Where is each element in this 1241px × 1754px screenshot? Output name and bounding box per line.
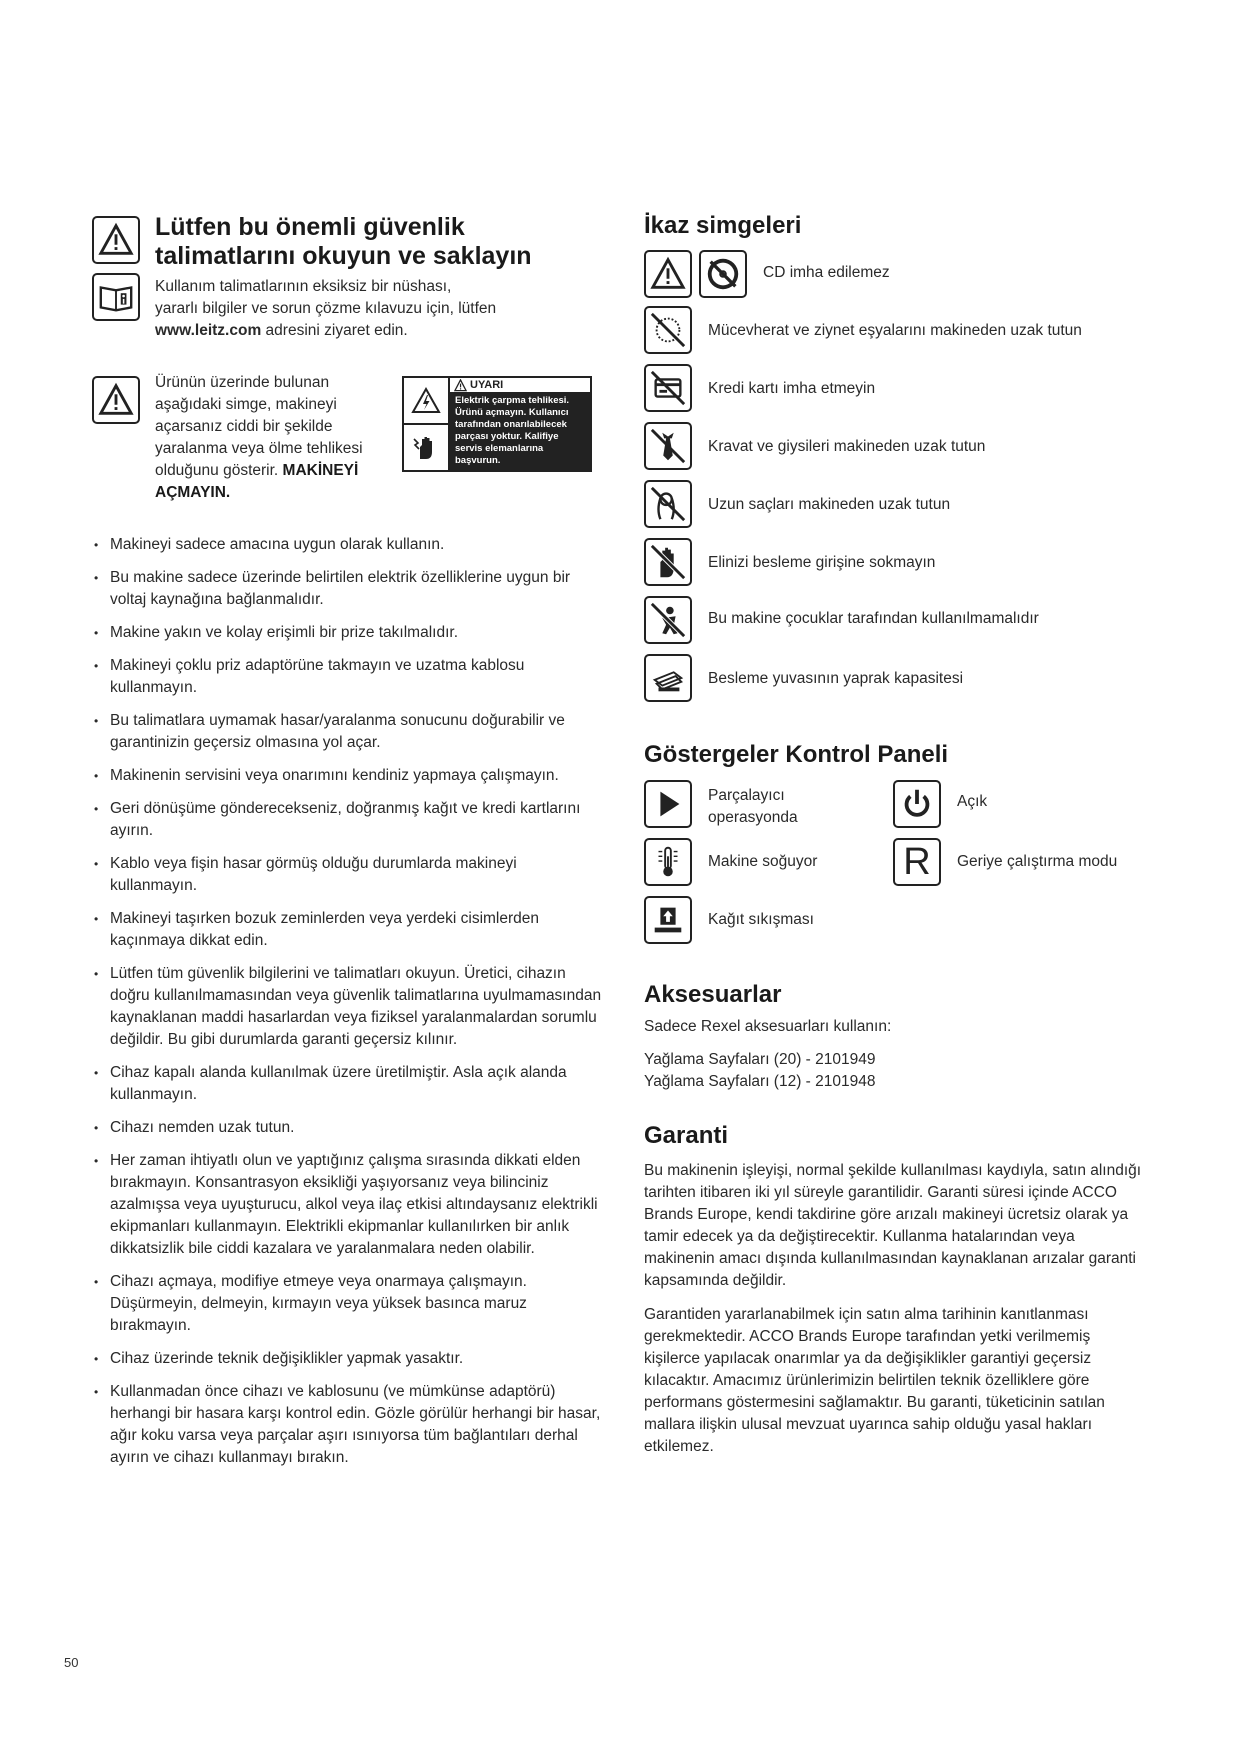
warning-text: aşağıdaki simge, makineyi [155,396,337,413]
panel-run-text: Parçalayıcı [708,787,785,804]
symbol-label: Besleme yuvasının yaprak kapasitesi [708,670,964,687]
intro-text: Kullanım talimatlarının eksiksiz bir nüshası, [155,278,452,295]
list-item: • Makineyi taşırken bozuk zeminlerden veya yerdeki cisimlerden kaçınmaya dikkat edin. [94,908,602,952]
manual-book-icon [92,273,140,321]
list-item: • Makinenin servisini veya onarımını kendiniz yapmaya çalışmayın. [94,765,602,787]
thermometer-icon [644,838,692,886]
panel-jam-label: Kağıt sıkışması [708,911,814,928]
symbol-label: Bu makine çocuklar tarafından kullanılmamalıdır [708,610,1039,627]
control-panel-heading: Göstergeler Kontrol Paneli [644,741,949,768]
page-number: 50 [64,1655,79,1670]
symbol-label: Uzun saçları makineden uzak tutun [708,496,951,513]
warning-emphasis: MAKİNEYİ [282,462,359,479]
list-item: • Makine yakın ve kolay erişimli bir prize takılmalıdır. [94,622,602,644]
warning-text: olduğunu gösterir. [155,462,283,479]
label-body: Elektrik çarpma tehlikesi. Ürünü açmayın. Kullanıcı tarafından onarılabilecek parçası yoktur. Kalifiye servis elemanlarına başvurun. [450,392,590,470]
list-item: • Cihaz kapalı alanda kullanılmak üzere üretilmiştir. Asla açık alanda kullanmayın. [94,1062,602,1106]
warranty-heading: Garanti [644,1122,729,1149]
label-heading [450,378,590,392]
no-jewelry-icon [644,306,692,354]
no-credit-card-icon [644,364,692,412]
no-tie-icon [644,422,692,470]
title-line: talimatlarını okuyun ve saklayın [155,242,532,270]
warranty-paragraph: Garantiden yararlanabilmek için satın alma tarihinin kanıtlanması gerekmektedir. ACCO Brands Europe tarafından yetki verilmemiş kişilerce yapılacak onarımlar ya da değişiklikler garantiyi geçersiz kılacaktır. Amacımız ürünlerimizin belirtilen teknik özelliklere göre performans göstermesini sağlamaktır. Bu garanti, tüketicinin satılan mallara ilişkin ulusal mevzuat uyarınca sahip olduğu yasal hakları etkilemez. [644,1306,1105,1455]
no-long-hair-icon [644,480,692,528]
warning-text: açarsanız ciddi bir şekilde [155,418,333,435]
symbol-label: CD imha edilemez [763,264,890,281]
accessories-paragraph [644,1016,1114,1093]
list-item: • Bu makine sadece üzerinde belirtilen elektrik özelliklerine uygun bir voltaj kaynağına bağlanmalıdır. [94,567,602,611]
warning-text: Ürünün üzerinde bulunan [155,374,330,391]
warning-emphasis: AÇMAYIN. [155,484,231,501]
list-item: • Lütfen tüm güvenlik bilgilerini ve talimatları okuyun. Üretici, cihazın doğru kullanılmamasından veya güvenlik talimatlarına uyulmamasından kaynaklanan maddi hasarlardan veya fiziksel yaralanmalardan sorumlu değildir. Bu gibi durumlarda garanti geçersiz kılınır. [94,963,602,1051]
no-hands-icon [644,538,692,586]
panel-on-label: Açık [957,793,988,810]
reverse-mode-icon [893,838,941,886]
list-item: • Kullanmadan önce cihazı ve kablosunu (ve mümkünse adaptörü) herhangi bir hasara karşı kontrol edin. Gözle görülür herhangi bir hasar, ağır koku varsa veya parçalar aşırı ısınıyorsa tüm bağlantıları derhal ayırın ve cihazı kullanmayı bırakın. [94,1381,602,1469]
panel-run-text: operasyonda [708,809,798,826]
website-link[interactable]: www.leitz.com [155,322,262,339]
warning-text: yaralanma veya ölme tehlikesi [155,440,363,457]
accessory-item: Yağlama Sayfaları (12) - 2101948 [644,1073,876,1090]
intro-text: adresini ziyaret edin. [261,322,408,339]
symbol-label: Mücevherat ve ziynet eşyalarını makineden uzak tutun [708,322,1082,339]
symbol-label: Elinizi besleme girişine sokmayın [708,554,936,571]
list-item: • Kablo veya fişin hasar görmüş olduğu durumlarda makineyi kullanmayın. [94,853,602,897]
warning-triangle-icon [92,376,140,424]
accessories-intro: Sadece Rexel aksesuarları kullanın: [644,1018,892,1035]
power-icon [893,780,941,828]
warning-paragraph [155,372,405,504]
no-children-icon [644,596,692,644]
accessory-item: Yağlama Sayfaları (20) - 2101949 [644,1051,876,1068]
panel-run-label [708,785,798,829]
no-cd-icon [699,250,747,298]
label-heading-text: UYARI [470,379,504,391]
product-warning-label [402,376,592,472]
list-item: • Cihazı nemden uzak tutun. [94,1117,602,1139]
reverse-letter: R [903,840,931,883]
safety-bullet-list [94,534,602,1480]
warning-triangle-icon [92,216,140,264]
list-item: • Makineyi sadece amacına uygun olarak kullanın. [94,534,602,556]
sheet-capacity-icon [644,654,692,702]
page-title [155,213,615,271]
intro-paragraph [155,276,595,342]
symbol-label: Kravat ve giysileri makineden uzak tutun [708,438,986,455]
list-item: • Bu talimatlara uymamak hasar/yaralanma sonucunu doğurabilir ve garantinizin geçersiz olmasına yol açar. [94,710,602,754]
warning-triangle-icon [644,250,692,298]
small-warning-icon [454,379,467,392]
title-line: Lütfen bu önemli güvenlik [155,213,465,241]
list-item: • Cihazı açmaya, modifiye etmeye veya onarmaya çalışmayın. Düşürmeyin, delmeyin, kırmayın veya yüksek basınca maruz bırakmayın. [94,1271,602,1337]
symbol-label: Kredi kartı imha etmeyin [708,380,876,397]
paper-jam-icon [644,896,692,944]
play-icon [644,780,692,828]
list-item: • Makineyi çoklu priz adaptörüne takmayın ve uzatma kablosu kullanmayın. [94,655,602,699]
warning-symbols-heading: İkaz simgeleri [644,212,802,239]
panel-reverse-label: Geriye çalıştırma modu [957,853,1118,870]
panel-cooling-label: Makine soğuyor [708,853,818,870]
intro-text: yararlı bilgiler ve sorun çözme kılavuzu için, lütfen [155,300,497,317]
warranty-paragraph: Bu makinenin işleyişi, normal şekilde kullanılması kaydıyla, satın alındığı tarihten itibaren iki yıl süreyle garantilidir. Garanti süresi içinde ACCO Brands Europe, kendi takdirine göre arızalı makineyi ücretsiz olarak ya tamir edecek ya da değiştirecektir. Kullanma hatalarından veya makinenin amacı dışında kullanılmasından kaynaklanan arızalar garanti kapsamında değildir. [644,1162,1142,1289]
hand-shock-icon [404,425,448,470]
list-item: • Her zaman ihtiyatlı olun ve yaptığınız çalışma sırasında dikkati elden bırakmayın. Konsantrasyon eksikliği yaşıyorsanız veya bilinciniz azalmışsa veya uyuşturucu, alkol veya ilaç etkisi altındaysanız elektrikli ekipmanları kullanmayın. Elektrikli ekipmanlar kullanılırken bir anlık dikkatsizlik bile ciddi kazalara ve yaralanmalara neden olabilir. [94,1150,602,1260]
list-item: • Cihaz üzerinde teknik değişiklikler yapmak yasaktır. [94,1348,602,1370]
electric-hazard-icon [404,378,448,425]
accessories-heading: Aksesuarlar [644,981,782,1008]
list-item: • Geri dönüşüme gönderecekseniz, doğranmış kağıt ve kredi kartlarını ayırın. [94,798,602,842]
